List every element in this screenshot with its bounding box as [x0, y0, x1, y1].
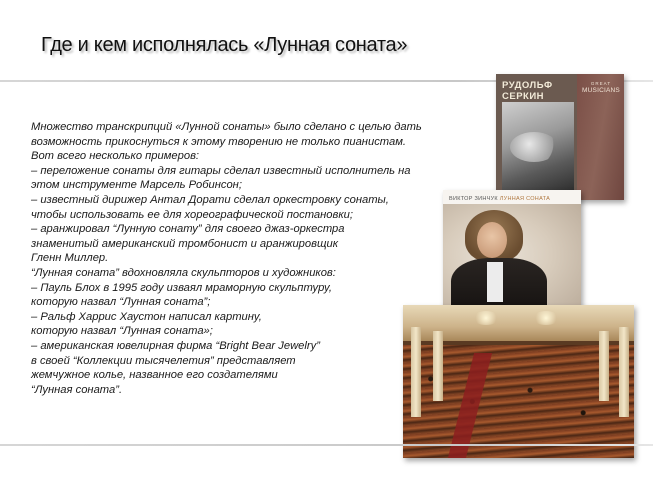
body-line: этом инструменте Марсель Робинсон; [31, 179, 242, 192]
body-line: Вот всего несколько примеров: [31, 150, 200, 163]
album-cover-right-panel [577, 74, 624, 200]
hall-column [411, 327, 421, 417]
body-line: которую назвал “Лунная соната”; [31, 296, 211, 309]
artist-name-line2: СЕРКИН [502, 91, 545, 102]
zinchuk-album-cover [443, 190, 581, 316]
body-line: знаменитый американский тромбонист и аранжировщик [31, 237, 338, 250]
album2-title: ЛУННАЯ СОНАТА [499, 196, 551, 202]
body-line: – переложение сонаты для гитары сделал известный исполнитель на [31, 164, 411, 177]
series-label-big: MUSICIANS [582, 87, 620, 94]
album-artist-name [502, 80, 574, 102]
hall-column [619, 327, 629, 417]
series-label [580, 80, 622, 94]
body-line: которую назвал “Лунная соната»; [31, 325, 213, 338]
body-line: “Лунная соната” вдохновляла скульпторов и художников: [31, 266, 336, 279]
body-line: – Пауль Блох в 1995 году изваял мраморную скульптуру, [31, 281, 332, 294]
concert-hall-photo [403, 305, 634, 458]
body-line: жемчужное колье, названное его создателями [31, 369, 278, 382]
guitarist-shirt [487, 262, 503, 302]
pianist-hands [510, 132, 558, 162]
album-title-strip [449, 196, 550, 202]
body-line: возможность прикоснуться к этому творению не только пианистам. [31, 135, 406, 148]
body-line: – известный дирижер Антал Дорати сделал оркестровку сонаты, [31, 193, 389, 206]
bottom-divider [0, 444, 653, 446]
guitarist-face [477, 222, 507, 258]
body-line: – американская ювелирная фирма “Bright Bear Jewelry” [31, 339, 320, 352]
chandelier-glow [473, 311, 499, 325]
chandelier-glow [533, 311, 559, 325]
hall-column [433, 331, 443, 401]
hall-column [599, 331, 609, 401]
body-line: “Лунная соната”. [31, 383, 123, 396]
body-line: в своей “Коллекции тысячелетия” представляет [31, 354, 296, 367]
series-label-small: GREAT [590, 81, 612, 86]
serkin-album-cover [496, 74, 624, 200]
body-line: чтобы использовать ее для хореографической постановки; [31, 208, 353, 221]
body-line: – Ральф Харрис Хаустон написал картину, [31, 310, 262, 323]
slide-title: Где и кем исполнялась «Лунная соната» [41, 34, 408, 56]
body-line: Множество транскрипций «Лунной сонаты» было сделано с целью дать [31, 121, 422, 133]
artist-name-line1: РУДОЛЬФ [502, 80, 553, 91]
album2-artist: ВИКТОР ЗИНЧУК [449, 196, 498, 202]
body-line: – аранжировал “Лунную сонату” для своего джаз-оркестра [31, 223, 345, 236]
body-line: Гленн Миллер. [31, 252, 109, 265]
